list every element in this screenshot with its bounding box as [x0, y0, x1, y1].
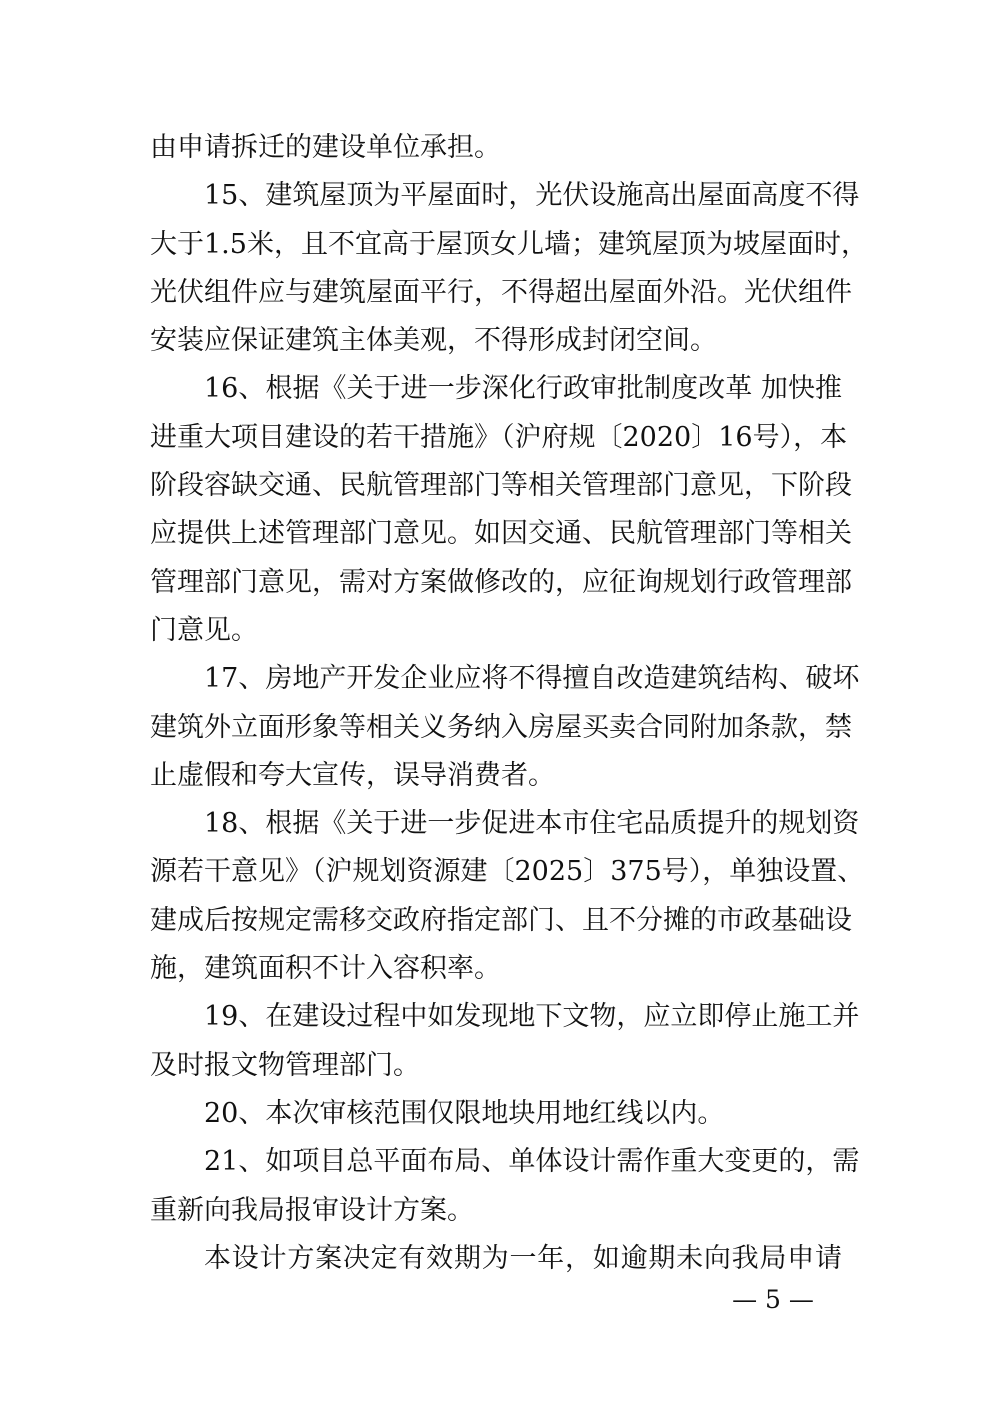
paragraph-line: 17、房地产开发企业应将不得擅自改造建筑结构、破坏: [204, 663, 860, 695]
paragraph-line: 19、在建设过程中如发现地下文物，应立即停止施工并: [204, 1001, 860, 1033]
paragraph-line: 18、根据《关于进一步促进本市住宅品质提升的规划资: [204, 808, 860, 840]
paragraph-line: 安装应保证建筑主体美观，不得形成封闭空间。: [150, 325, 717, 357]
page-number: — 5 —: [732, 1285, 814, 1314]
paragraph-line: 建筑外立面形象等相关义务纳入房屋买卖合同附加条款，禁: [150, 711, 852, 743]
paragraph-line: 光伏组件应与建筑屋面平行，不得超出屋面外沿。光伏组件: [150, 276, 852, 308]
paragraph-line: 建成后按规定需移交政府指定部门、且不分摊的市政基础设: [150, 904, 852, 936]
paragraph-line: 管理部门意见，需对方案做修改的，应征询规划行政管理部: [150, 566, 852, 598]
paragraph-line: 及时报文物管理部门。: [150, 1049, 420, 1081]
paragraph-line: 施，建筑面积不计入容积率。: [150, 953, 501, 985]
paragraph-line: 由申请拆迁的建设单位承担。: [150, 132, 501, 163]
paragraph-line: 阶段容缺交通、民航管理部门等相关管理部门意见，下阶段: [150, 470, 852, 502]
paragraph-line: 16、根据《关于进一步深化行政审批制度改革 加快推: [204, 373, 842, 405]
document-body: [150, 124, 868, 1283]
paragraph-line: 本设计方案决定有效期为一年，如逾期未向我局申请: [204, 1242, 842, 1274]
paragraph-line: 15、建筑屋顶为平屋面时，光伏设施高出屋面高度不得: [204, 180, 860, 212]
paragraph-line: 门意见。: [150, 614, 258, 646]
paragraph-line: 源若干意见》（沪规划资源建〔2025〕375号），单独设置、: [150, 856, 865, 888]
paragraph-line: 止虚假和夸大宣传，误导消费者。: [150, 759, 555, 791]
paragraph-line: 应提供上述管理部门意见。如因交通、民航管理部门等相关: [150, 518, 852, 550]
paragraph-line: 重新向我局报审设计方案。: [150, 1194, 474, 1226]
paragraph-line: 21、如项目总平面布局、单体设计需作重大变更的，需: [204, 1146, 860, 1178]
paragraph-line: 大于1.5米，且不宜高于屋顶女儿墙；建筑屋顶为坡屋面时，: [150, 228, 868, 260]
paragraph-line: 进重大项目建设的若干措施》（沪府规〔2020〕16号），本: [150, 421, 848, 453]
paragraph-line: 20、本次审核范围仅限地块用地红线以内。: [204, 1097, 725, 1129]
